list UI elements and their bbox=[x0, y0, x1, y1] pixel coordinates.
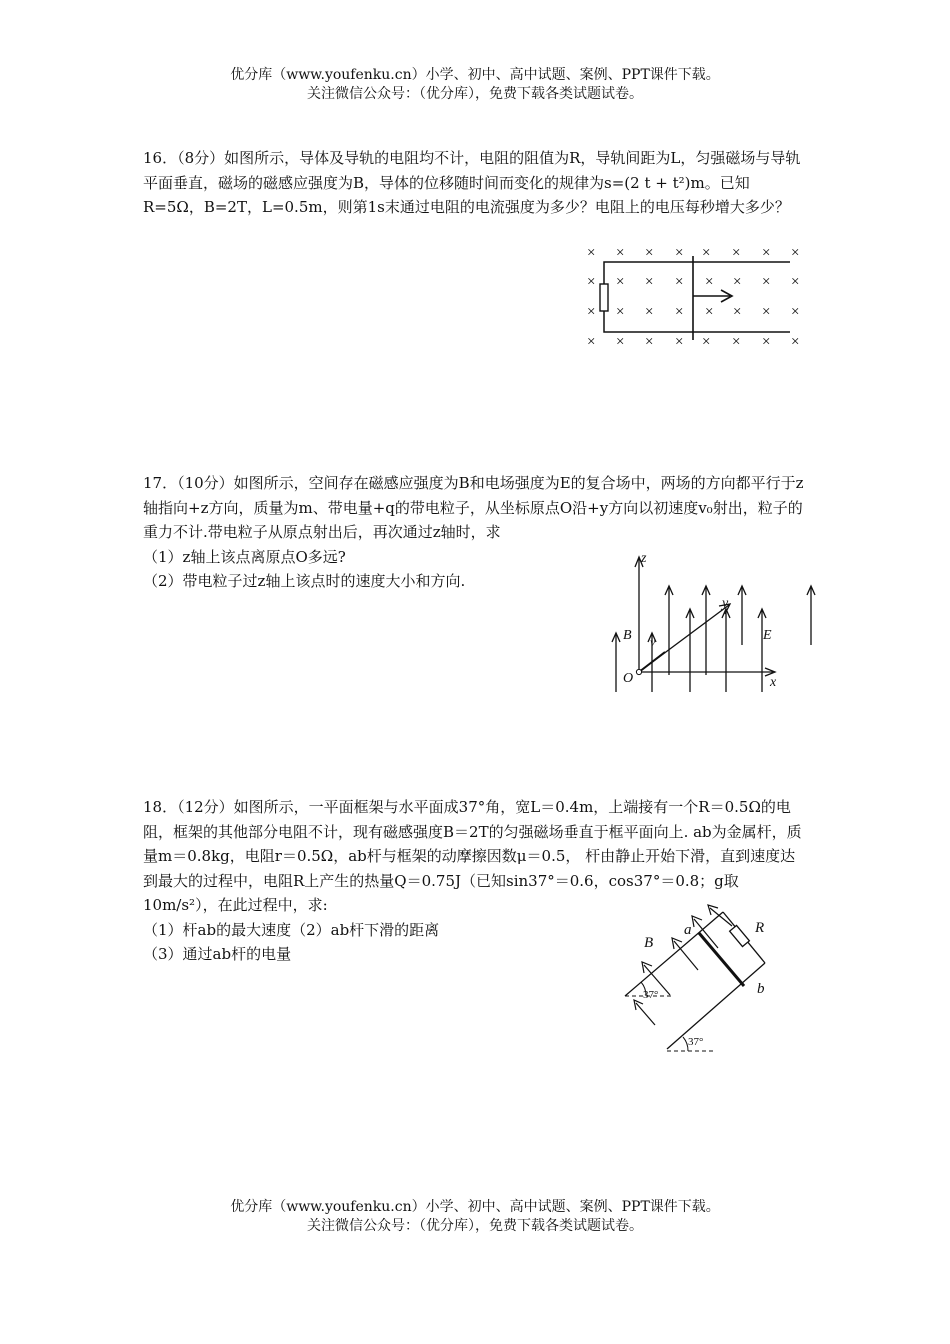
frame-rail-left bbox=[625, 912, 723, 996]
label-z: z bbox=[641, 551, 647, 566]
label-a: a bbox=[684, 922, 692, 938]
field-mark: × bbox=[616, 334, 625, 350]
label-y: y bbox=[722, 596, 729, 611]
field-mark: × bbox=[791, 245, 800, 261]
field-mark: × bbox=[645, 304, 654, 320]
label-R: R bbox=[755, 920, 765, 936]
label-angle-1: 37° bbox=[643, 989, 659, 1001]
label-angle-2: 37° bbox=[688, 1036, 704, 1048]
resistor bbox=[600, 284, 608, 311]
field-mark: × bbox=[791, 274, 800, 290]
question-17-text: 17．（10分）如图所示，空间存在磁感应强度为B和电场强度为E的复合场中，两场的方向都平行于z轴指向+z方向，质量为m、带电量+q的带电粒子，从坐标原点O沿+y方向以初速度v₀射出，粒子的重力不计.带电粒子从原点射出后，再次通过z轴时，求 bbox=[143, 474, 804, 541]
field-mark: × bbox=[675, 304, 684, 320]
header-line-2: 关注微信公众号：（优分库），免费下载各类试题试卷。 bbox=[307, 86, 643, 102]
field-mark: × bbox=[675, 334, 684, 350]
question-18-text: 18．（12分）如图所示，一平面框架与水平面成37°角，宽L＝0.4m，上端接有一个R＝0.5Ω的电阻，框架的其他部分电阻不计，现有磁感强度B＝2T的匀强磁场垂直于框平面向上. ab为金属杆，质量m＝0.8kg，电阻r＝0.5Ω，ab杆与框架的动摩擦因数μ＝0.5， 杆由静止开始下滑，直到速度达到最大的过程中，电阻R上产生的热量Q＝0.75J（已知sin37°＝0.6，cos37°＝0.8；g取10m/s²），在此过程中，求: bbox=[143, 798, 802, 914]
field-mark: × bbox=[587, 274, 596, 290]
field-arrow bbox=[710, 908, 732, 926]
field-arrow bbox=[674, 941, 698, 970]
field-mark: × bbox=[762, 245, 771, 261]
footer-line-2: 关注微信公众号：（优分库），免费下载各类试题试卷。 bbox=[307, 1218, 643, 1234]
field-mark: × bbox=[762, 334, 771, 350]
label-x: x bbox=[770, 675, 777, 690]
field-mark: × bbox=[702, 334, 711, 350]
field-mark: × bbox=[732, 334, 741, 350]
rails bbox=[604, 262, 790, 332]
question-16-text: 16．（8分）如图所示，导体及导轨的电阻均不计，电阻的阻值为R，导轨间距为L，匀强磁场与导轨平面垂直，磁场的磁感应强度为B，导体的位移随时间而变化的规律为s=(2 t + t²)m。已知R=5Ω，B=2T，L=0.5m，则第1s末通过电阻的电流强度为多少？电阻上的电压每秒增大多少？ bbox=[143, 149, 801, 216]
resistor-R bbox=[730, 925, 750, 946]
field-mark: × bbox=[645, 274, 654, 290]
label-v: v bbox=[650, 635, 656, 649]
field-mark: × bbox=[733, 304, 742, 320]
label-b: b bbox=[757, 981, 765, 997]
question-17-part-2: （2）带电粒子过z轴上该点时的速度大小和方向. bbox=[143, 572, 466, 590]
field-mark: × bbox=[645, 334, 654, 350]
field-mark: × bbox=[791, 304, 800, 320]
field-mark: × bbox=[702, 245, 711, 261]
frame-rail-right bbox=[667, 963, 765, 1049]
field-mark: × bbox=[645, 245, 654, 261]
label-B: B bbox=[644, 935, 654, 951]
field-mark: × bbox=[587, 245, 596, 261]
page-header bbox=[0, 66, 950, 104]
field-mark: × bbox=[791, 334, 800, 350]
field-mark: × bbox=[616, 274, 625, 290]
field-mark: × bbox=[675, 245, 684, 261]
field-arrow bbox=[636, 1003, 655, 1025]
figure-16-circuit bbox=[580, 240, 820, 356]
figure-18-incline bbox=[610, 900, 780, 1066]
field-mark: × bbox=[705, 304, 714, 320]
field-mark: × bbox=[587, 334, 596, 350]
footer-line-1: 优分库（www.youfenku.cn）小学、初中、高中试题、案例、PPT课件下载。 bbox=[230, 1199, 720, 1215]
header-line-1: 优分库（www.youfenku.cn）小学、初中、高中试题、案例、PPT课件下载。 bbox=[230, 67, 720, 83]
question-16 bbox=[143, 146, 809, 220]
label-B: B bbox=[623, 628, 632, 643]
field-mark: × bbox=[762, 274, 771, 290]
field-arrowhead bbox=[692, 916, 702, 927]
field-mark: × bbox=[733, 274, 742, 290]
page-footer bbox=[0, 1198, 950, 1236]
question-18-part-3: （3）通过ab杆的电量 bbox=[143, 945, 292, 963]
question-18-part-1-2: （1）杆ab的最大速度（2）ab杆下滑的距离 bbox=[143, 920, 440, 939]
label-E: E bbox=[763, 628, 772, 643]
field-mark: × bbox=[732, 245, 741, 261]
field-mark: × bbox=[616, 245, 625, 261]
field-mark: × bbox=[762, 304, 771, 320]
question-17-part-1: （1）z轴上该点离原点O多远? bbox=[143, 547, 346, 566]
field-arrowhead bbox=[672, 938, 682, 949]
field-mark: × bbox=[705, 274, 714, 290]
field-arrowhead bbox=[642, 962, 652, 973]
origin-point bbox=[636, 669, 641, 674]
field-mark: × bbox=[587, 304, 596, 320]
figure-17-field bbox=[605, 545, 830, 701]
field-mark: × bbox=[675, 274, 684, 290]
field-mark: × bbox=[616, 304, 625, 320]
label-O: O bbox=[623, 671, 634, 686]
